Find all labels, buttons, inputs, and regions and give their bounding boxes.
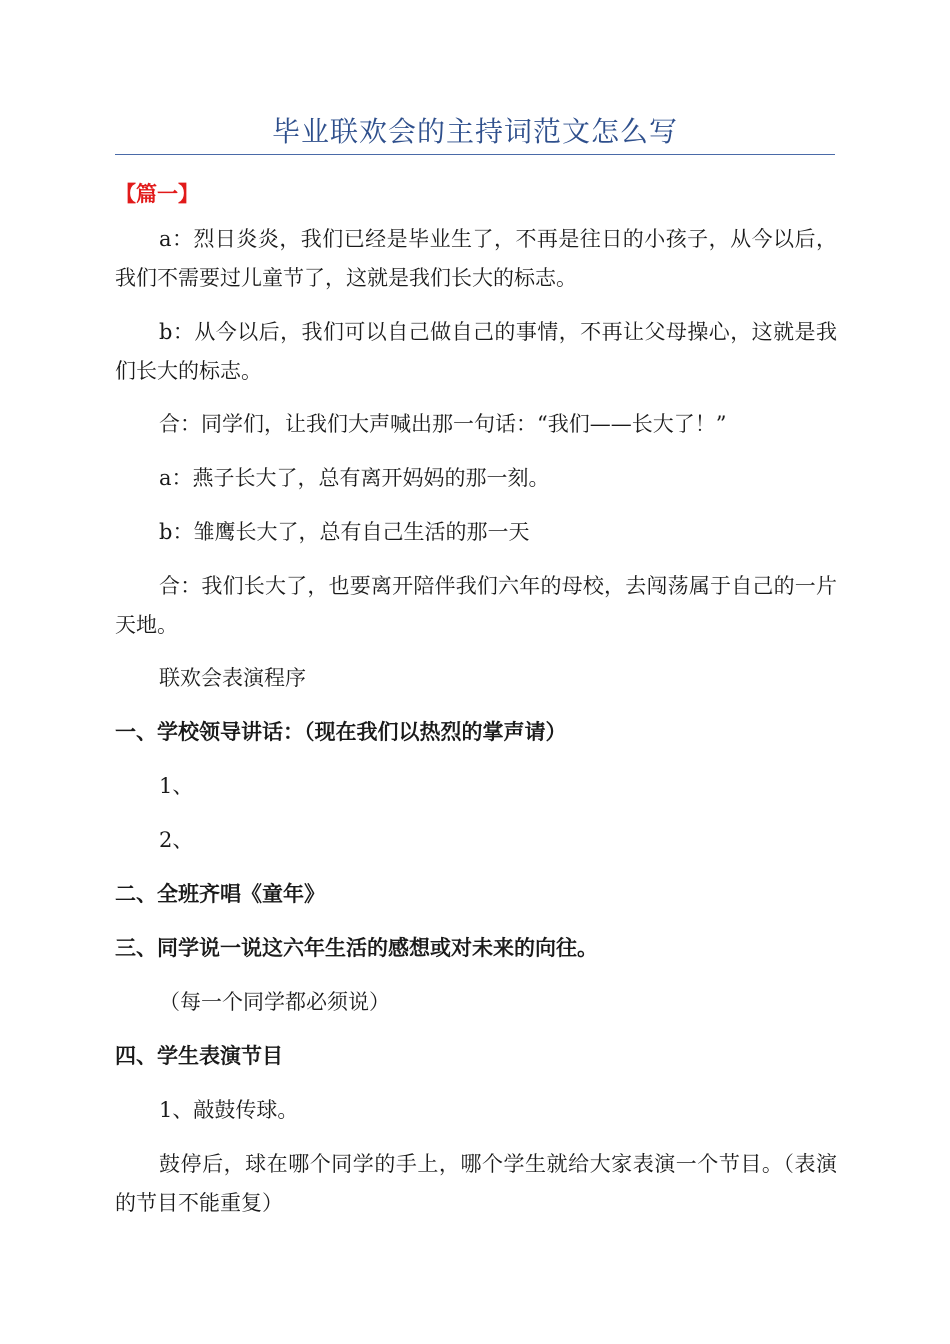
document-title: 毕业联欢会的主持词范文怎么写 [271, 115, 678, 148]
paragraph: a：烈日炎炎，我们已经是毕业生了，不再是往日的小孩子，从今以后，我们不需要过儿童节了，这就是我们长大的标志。 [115, 227, 837, 290]
paragraph: 2、 [159, 828, 194, 852]
section-label: 【篇一】 [115, 182, 199, 206]
paragraph: 鼓停后，球在哪个同学的手上，哪个学生就给大家表演一个节目。（表演的节目不能重复） [115, 1152, 837, 1215]
heading-item: 二、全班齐唱《童年》 [115, 882, 325, 906]
heading-item: 四、学生表演节目 [115, 1044, 283, 1068]
paragraph: 合：我们长大了，也要离开陪伴我们六年的母校，去闯荡属于自己的一片天地。 [115, 574, 837, 637]
paragraph: b：雏鹰长大了，总有自己生活的那一天 [159, 520, 530, 544]
paragraph: b：从今以后，我们可以自己做自己的事情，不再让父母操心，这就是我们长大的标志。 [115, 320, 837, 383]
title-underline [115, 154, 835, 155]
paragraph: 1、敲鼓传球。 [159, 1098, 299, 1122]
heading-item: 三、同学说一说这六年生活的感想或对未来的向往。 [115, 936, 598, 960]
paragraph: 1、 [159, 774, 194, 798]
paragraph: 联欢会表演程序 [159, 666, 306, 690]
paragraph: a：燕子长大了，总有离开妈妈的那一刻。 [159, 466, 550, 490]
paragraph: （每一个同学都必须说） [159, 990, 390, 1014]
heading-item: 一、学校领导讲话：（现在我们以热烈的掌声请） [115, 720, 567, 744]
paragraph: 合：同学们，让我们大声喊出那一句话：“我们——长大了！” [159, 412, 727, 436]
